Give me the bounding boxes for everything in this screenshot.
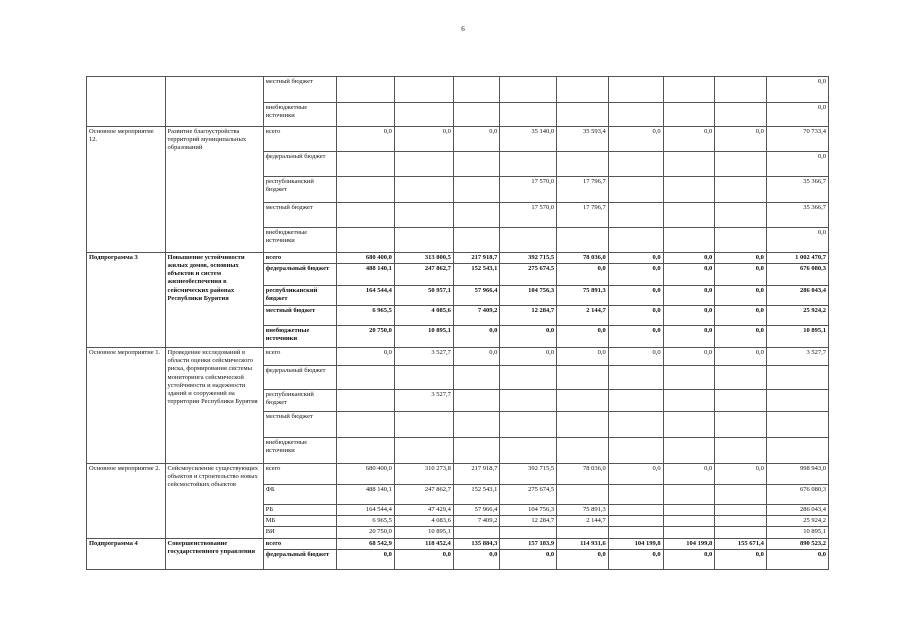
- table-cell: 0,0: [453, 549, 500, 569]
- table-cell: 0,0: [715, 464, 767, 485]
- table-cell: 10 895,1: [394, 326, 453, 348]
- table-cell: федеральный бюджет: [263, 366, 336, 390]
- table-cell: [500, 77, 557, 103]
- table-cell: федеральный бюджет: [263, 549, 336, 569]
- table-cell: [557, 412, 609, 438]
- table-cell: 488 140,1: [337, 264, 395, 286]
- table-cell: [557, 527, 609, 538]
- table-cell: 12 284,7: [500, 306, 557, 326]
- table-cell: 57 966,4: [453, 286, 500, 306]
- table-cell: 247 862,7: [394, 485, 453, 505]
- table-cell: [608, 152, 663, 177]
- table-cell: 0,0: [663, 464, 715, 485]
- table-cell: 35 366,7: [766, 177, 828, 203]
- table-cell: 118 452,4: [394, 538, 453, 549]
- table-cell: [453, 366, 500, 390]
- table-cell: [453, 177, 500, 203]
- table-cell: [453, 527, 500, 538]
- table-cell: 20 750,0: [337, 326, 395, 348]
- table-cell: [715, 516, 767, 527]
- table-cell: 0,0: [557, 264, 609, 286]
- table-cell: Проведение исследований в области оценки сейсмического риска, формирования системы мониторинга сейсмической устойчивости и надежности зданий и сооружений на территории Республики Бурятия: [165, 348, 263, 464]
- table-cell: [453, 390, 500, 412]
- table-cell: внебюджетные источники: [263, 326, 336, 348]
- table-cell: 0,0: [608, 286, 663, 306]
- table-cell: [337, 177, 395, 203]
- table-cell: [453, 438, 500, 464]
- table-cell: 164 544,4: [337, 505, 395, 516]
- table-cell: [766, 412, 828, 438]
- table-cell: 3 527,7: [394, 390, 453, 412]
- table-cell: 217 918,7: [453, 464, 500, 485]
- table-cell: 310 273,8: [394, 464, 453, 485]
- table-cell: [337, 228, 395, 253]
- table-cell: всего: [263, 538, 336, 549]
- table-cell: [715, 390, 767, 412]
- table-cell: [453, 412, 500, 438]
- table-cell: 78 036,0: [557, 253, 609, 264]
- table-cell: 0,0: [715, 549, 767, 569]
- table-cell: 3 527,7: [766, 348, 828, 366]
- table-cell: федеральный бюджет: [263, 264, 336, 286]
- table-cell: 7 409,2: [453, 306, 500, 326]
- table-cell: 890 523,2: [766, 538, 828, 549]
- table-cell: 17 796,7: [557, 203, 609, 228]
- table-cell: 0,0: [608, 264, 663, 286]
- table-cell: местный бюджет: [263, 412, 336, 438]
- table-cell: 70 733,4: [766, 127, 828, 152]
- table-cell: [557, 103, 609, 127]
- table-cell: [337, 103, 395, 127]
- table-cell: 0,0: [663, 286, 715, 306]
- table-cell: [608, 412, 663, 438]
- table-cell: [608, 516, 663, 527]
- table-cell: [663, 366, 715, 390]
- table-cell: [557, 228, 609, 253]
- table-cell: 0,0: [608, 549, 663, 569]
- table-cell: [715, 485, 767, 505]
- table-cell: 0,0: [557, 326, 609, 348]
- table-cell: [453, 103, 500, 127]
- table-cell: [394, 438, 453, 464]
- table-cell: 0,0: [715, 306, 767, 326]
- table-cell: [500, 390, 557, 412]
- table-cell: 217 918,7: [453, 253, 500, 264]
- table-cell: 0,0: [663, 348, 715, 366]
- table-cell: 488 140,1: [337, 485, 395, 505]
- table-cell: [663, 77, 715, 103]
- table-cell: республиканский бюджет: [263, 177, 336, 203]
- table-cell: [715, 203, 767, 228]
- table-cell: 25 924,2: [766, 516, 828, 527]
- table-cell: 0,0: [337, 127, 395, 152]
- table-cell: ФБ: [263, 485, 336, 505]
- table-cell: [715, 228, 767, 253]
- table-cell: [608, 366, 663, 390]
- table-cell: 313 800,5: [394, 253, 453, 264]
- table-cell: 4 083,6: [394, 516, 453, 527]
- table-cell: [394, 103, 453, 127]
- table-cell: 0,0: [766, 152, 828, 177]
- table-cell: [663, 177, 715, 203]
- table-cell: [394, 152, 453, 177]
- table-cell: 68 542,9: [337, 538, 395, 549]
- table-row: [87, 538, 829, 549]
- table-cell: 0,0: [608, 253, 663, 264]
- table-cell: [500, 438, 557, 464]
- table-cell: 676 080,3: [766, 264, 828, 286]
- table-cell: всего: [263, 253, 336, 264]
- table-cell: [394, 177, 453, 203]
- table-cell: Подпрограмма 4: [87, 538, 166, 569]
- table-cell: [715, 438, 767, 464]
- table-cell: [663, 527, 715, 538]
- table-cell: 0,0: [394, 549, 453, 569]
- table-cell: [394, 412, 453, 438]
- table-cell: [663, 412, 715, 438]
- table-cell: 35 140,0: [500, 127, 557, 152]
- table-cell: 152 543,1: [453, 485, 500, 505]
- table-cell: [715, 412, 767, 438]
- table-cell: [337, 412, 395, 438]
- table-row: [87, 77, 829, 103]
- table-cell: 104 199,8: [663, 538, 715, 549]
- table-cell: [453, 152, 500, 177]
- table-cell: [663, 438, 715, 464]
- table-cell: 4 085,6: [394, 306, 453, 326]
- table-cell: 2 144,7: [557, 516, 609, 527]
- table-cell: 0,0: [394, 127, 453, 152]
- table-cell: 152 543,1: [453, 264, 500, 286]
- table-cell: [337, 203, 395, 228]
- table-cell: [394, 228, 453, 253]
- table-cell: [337, 438, 395, 464]
- table-cell: 0,0: [663, 326, 715, 348]
- table-cell: 75 891,3: [557, 505, 609, 516]
- table-cell: 104 199,8: [608, 538, 663, 549]
- table-cell: 20 750,0: [337, 527, 395, 538]
- table-cell: 47 429,4: [394, 505, 453, 516]
- table-cell: 10 895,1: [394, 527, 453, 538]
- table-cell: 0,0: [500, 326, 557, 348]
- table-cell: [453, 77, 500, 103]
- table-cell: республиканский бюджет: [263, 286, 336, 306]
- table-cell: 286 043,4: [766, 286, 828, 306]
- table-cell: Основное мероприятие 1.: [87, 348, 166, 464]
- table-cell: [337, 152, 395, 177]
- table-cell: [766, 390, 828, 412]
- table-cell: местный бюджет: [263, 77, 336, 103]
- table-cell: [663, 228, 715, 253]
- table-cell: [663, 103, 715, 127]
- table-cell: МБ: [263, 516, 336, 527]
- table-cell: 0,0: [500, 549, 557, 569]
- table-cell: 0,0: [715, 253, 767, 264]
- table-cell: 0,0: [557, 549, 609, 569]
- table-cell: 0,0: [608, 306, 663, 326]
- table-cell: 0,0: [715, 264, 767, 286]
- table-cell: всего: [263, 127, 336, 152]
- table-cell: 0,0: [766, 77, 828, 103]
- table-cell: всего: [263, 348, 336, 366]
- table-cell: [608, 177, 663, 203]
- table-cell: [557, 77, 609, 103]
- table-cell: 275 674,5: [500, 264, 557, 286]
- table-cell: 680 400,0: [337, 253, 395, 264]
- table-cell: 10 895,1: [766, 527, 828, 538]
- table-cell: 0,0: [663, 253, 715, 264]
- table-body: [87, 77, 829, 570]
- table-cell: 17 796,7: [557, 177, 609, 203]
- table-cell: 157 183,9: [500, 538, 557, 549]
- table-cell: 0,0: [608, 127, 663, 152]
- table-cell: всего: [263, 464, 336, 485]
- table-cell: [663, 516, 715, 527]
- table-cell: [608, 438, 663, 464]
- table-cell: [500, 228, 557, 253]
- table-cell: 0,0: [766, 228, 828, 253]
- table-cell: [394, 203, 453, 228]
- table-row: [87, 348, 829, 366]
- table-cell: 10 895,1: [766, 326, 828, 348]
- table-cell: местный бюджет: [263, 306, 336, 326]
- table-cell: Повышение устойчивости жилых домов, основных объектов и систем жизнеобеспечения в сейсмических районах Республики Бурятия: [165, 253, 263, 348]
- program-funding-table: [86, 76, 829, 570]
- table-cell: 676 080,3: [766, 485, 828, 505]
- table-cell: Основное мероприятие 12.: [87, 127, 166, 253]
- table-cell: 1 002 470,7: [766, 253, 828, 264]
- table-cell: местный бюджет: [263, 203, 336, 228]
- table-cell: 6 965,5: [337, 516, 395, 527]
- table-cell: внебюджетные источники: [263, 103, 336, 127]
- table-cell: 78 036,0: [557, 464, 609, 485]
- table-cell: 104 756,3: [500, 505, 557, 516]
- table-cell: [500, 152, 557, 177]
- table-cell: 0,0: [453, 127, 500, 152]
- table-cell: внебюджетные источники: [263, 438, 336, 464]
- table-cell: 0,0: [337, 549, 395, 569]
- table-cell: [557, 152, 609, 177]
- table-cell: [500, 412, 557, 438]
- table-cell: 75 891,3: [557, 286, 609, 306]
- table-row: [87, 464, 829, 485]
- table-cell: 0,0: [663, 127, 715, 152]
- table-cell: 0,0: [663, 264, 715, 286]
- table-cell: [608, 527, 663, 538]
- table-cell: [608, 390, 663, 412]
- table-cell: [715, 152, 767, 177]
- table-cell: [394, 366, 453, 390]
- table-cell: [715, 505, 767, 516]
- table-cell: федеральный бюджет: [263, 152, 336, 177]
- table-cell: 114 931,6: [557, 538, 609, 549]
- table-cell: 0,0: [500, 348, 557, 366]
- table-cell: [453, 203, 500, 228]
- table-cell: 0,0: [608, 326, 663, 348]
- table-cell: 6 965,5: [337, 306, 395, 326]
- table-cell: 0,0: [715, 127, 767, 152]
- table-cell: Совершенствование государственного управления: [165, 538, 263, 569]
- table-cell: 0,0: [453, 326, 500, 348]
- table-cell: Основное мероприятие 2.: [87, 464, 166, 538]
- table-cell: 998 943,0: [766, 464, 828, 485]
- table-cell: 680 400,0: [337, 464, 395, 485]
- table-cell: 0,0: [663, 306, 715, 326]
- table-cell: 0,0: [766, 549, 828, 569]
- table-row: [87, 127, 829, 152]
- table-cell: 0,0: [337, 348, 395, 366]
- table-cell: [766, 438, 828, 464]
- table-cell: 12 284,7: [500, 516, 557, 527]
- table-cell: 0,0: [663, 549, 715, 569]
- table-cell: [87, 77, 166, 127]
- table-cell: 164 544,4: [337, 286, 395, 306]
- table-cell: [663, 505, 715, 516]
- table-cell: 35 366,7: [766, 203, 828, 228]
- table-row: [87, 253, 829, 264]
- table-cell: [608, 485, 663, 505]
- table-cell: 155 671,4: [715, 538, 767, 549]
- table-cell: внебюджетные источники: [263, 228, 336, 253]
- table-cell: [663, 152, 715, 177]
- table-cell: 3 527,7: [394, 348, 453, 366]
- table-cell: Подпрограмма 3: [87, 253, 166, 348]
- table-cell: 17 570,0: [500, 177, 557, 203]
- table-cell: 0,0: [715, 348, 767, 366]
- table-cell: [394, 77, 453, 103]
- table-cell: республиканский бюджет: [263, 390, 336, 412]
- table-cell: [715, 527, 767, 538]
- table-cell: [453, 228, 500, 253]
- table-cell: [500, 527, 557, 538]
- table-cell: Развитие благоустройства территорий муниципальных образований: [165, 127, 263, 253]
- table-cell: 7 409,2: [453, 516, 500, 527]
- table-cell: [608, 103, 663, 127]
- table-cell: [608, 77, 663, 103]
- table-cell: [337, 390, 395, 412]
- table-cell: 392 715,5: [500, 253, 557, 264]
- table-cell: [766, 366, 828, 390]
- table-cell: 275 674,5: [500, 485, 557, 505]
- table-cell: [715, 177, 767, 203]
- table-cell: [337, 366, 395, 390]
- table-cell: [663, 390, 715, 412]
- table-cell: 104 756,3: [500, 286, 557, 306]
- table-cell: 0,0: [608, 464, 663, 485]
- table-cell: Сейсмоусиление существующих объектов и строительство новых сейсмостойких объектов: [165, 464, 263, 538]
- table-cell: 0,0: [715, 326, 767, 348]
- table-cell: ВИ: [263, 527, 336, 538]
- table-cell: [337, 77, 395, 103]
- table-cell: [663, 485, 715, 505]
- table-cell: 0,0: [557, 348, 609, 366]
- table-cell: 25 924,2: [766, 306, 828, 326]
- table-cell: [500, 103, 557, 127]
- table-cell: 135 884,3: [453, 538, 500, 549]
- table-cell: 57 966,4: [453, 505, 500, 516]
- table-cell: [557, 438, 609, 464]
- table-cell: 0,0: [766, 103, 828, 127]
- table-cell: [608, 228, 663, 253]
- table-cell: [557, 366, 609, 390]
- table-cell: 0,0: [608, 348, 663, 366]
- table-cell: [165, 77, 263, 127]
- table-cell: [608, 505, 663, 516]
- table-cell: [608, 203, 663, 228]
- table-cell: 2 144,7: [557, 306, 609, 326]
- table-cell: [663, 203, 715, 228]
- table-cell: [715, 103, 767, 127]
- table-cell: 35 593,4: [557, 127, 609, 152]
- table-cell: [715, 366, 767, 390]
- table-cell: 0,0: [715, 286, 767, 306]
- table-cell: 392 715,5: [500, 464, 557, 485]
- table-cell: 50 957,1: [394, 286, 453, 306]
- table-cell: [557, 485, 609, 505]
- table-cell: [557, 390, 609, 412]
- page-number: 6: [461, 25, 465, 33]
- table-cell: 247 862,7: [394, 264, 453, 286]
- table-cell: 286 043,4: [766, 505, 828, 516]
- table-cell: 0,0: [453, 348, 500, 366]
- table-cell: [500, 366, 557, 390]
- table-cell: 17 570,0: [500, 203, 557, 228]
- table-cell: [715, 77, 767, 103]
- table-cell: РБ: [263, 505, 336, 516]
